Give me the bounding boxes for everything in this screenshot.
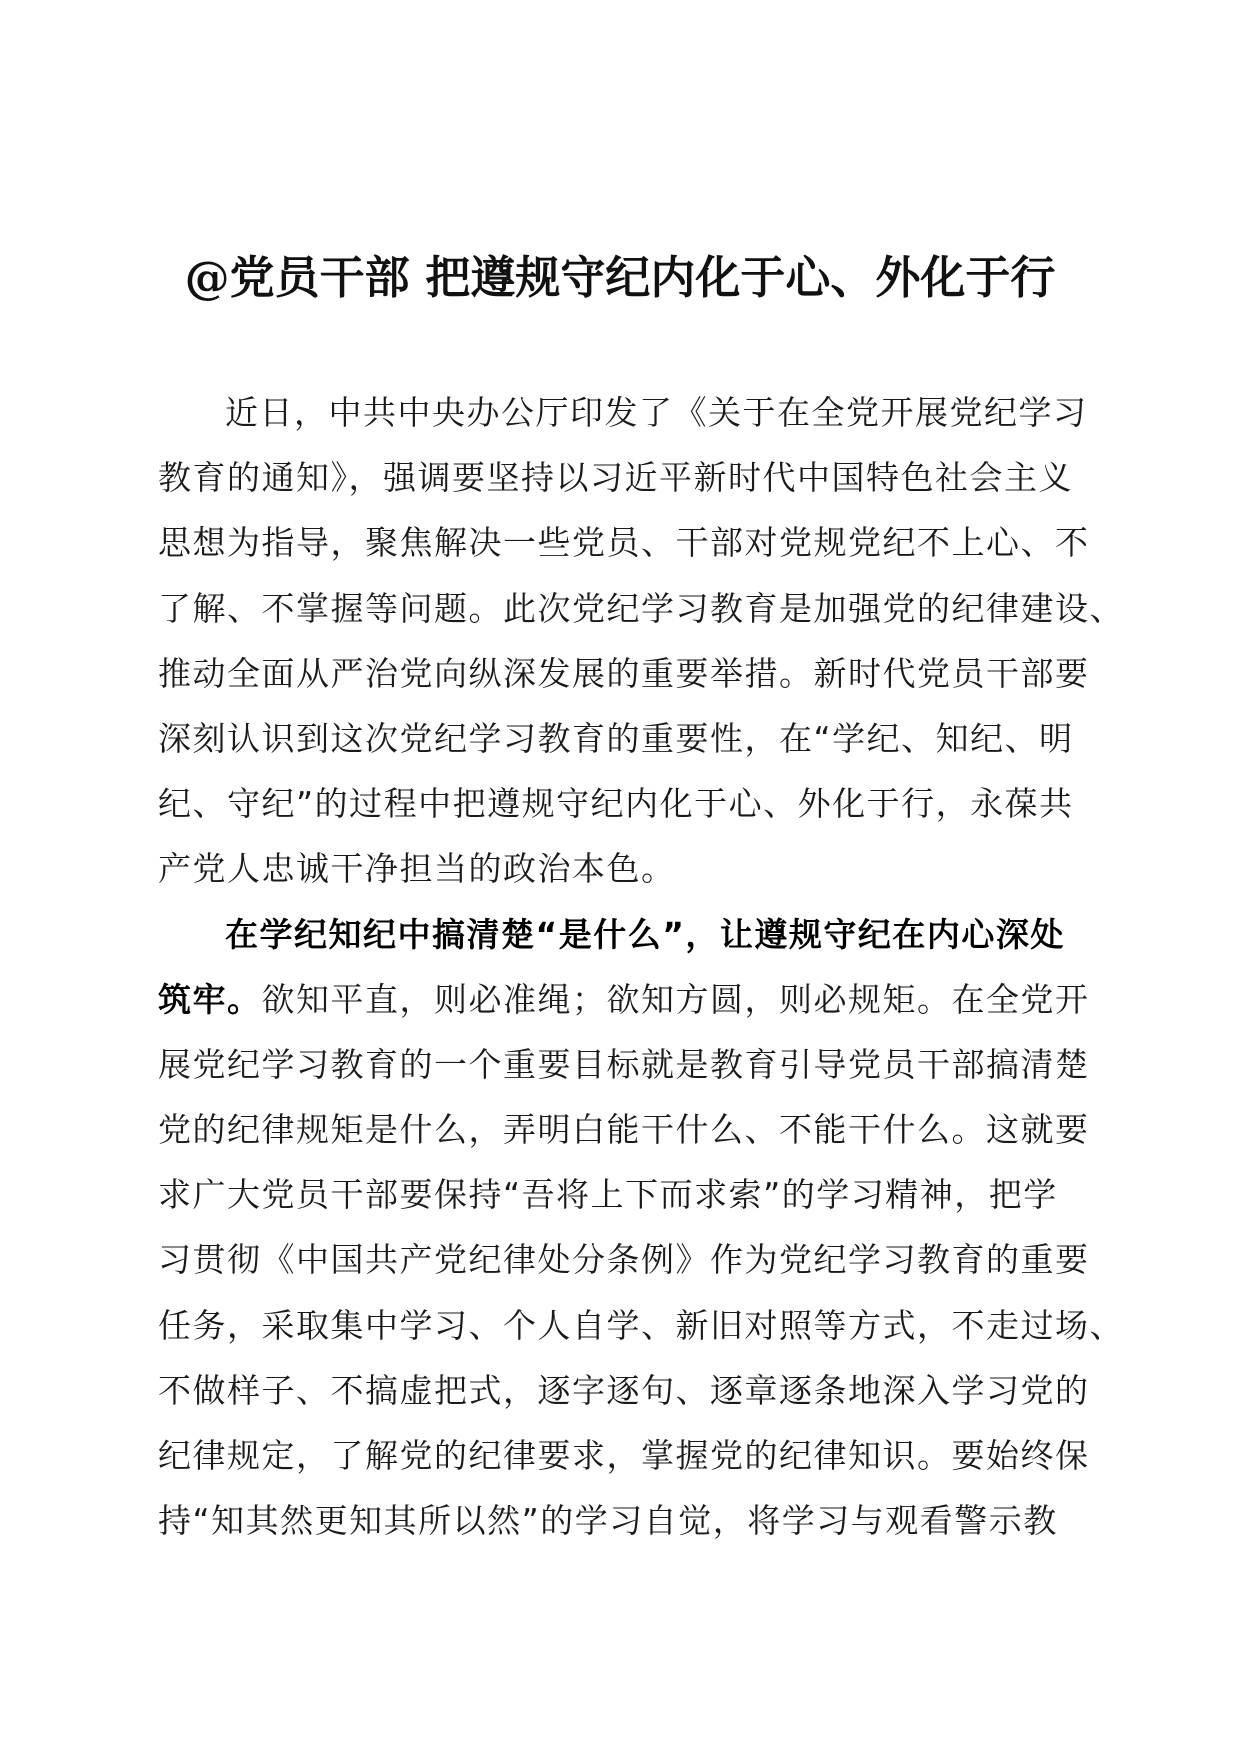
paragraph-line: 习贯彻《中国共产党纪律处分条例》作为党纪学习教育的重要 <box>158 1240 1090 1280</box>
section-heading-end: 筑牢。 <box>158 979 262 1019</box>
paragraph-section-1 <box>158 902 1124 1554</box>
paragraph-line: 推动全面从严治党向纵深发展的重要举措。新时代党员干部要 <box>158 653 1090 693</box>
document-body <box>158 380 1124 1553</box>
paragraph-line: 近日，中共中央办公厅印发了《关于在全党开展党纪学习 <box>225 393 1088 432</box>
paragraph-line: 思想为指导，聚焦解决一些党员、干部对党规党纪不上心、不 <box>158 523 1090 563</box>
section-heading: 在学纪知纪中搞清楚“是什么”，让遵规守纪在内心深处 <box>225 914 1065 954</box>
paragraph-text: 欲知平直，则必准绳；欲知方圆，则必规矩。在全党开 <box>261 979 1090 1019</box>
paragraph-line: 党的纪律规矩是什么，弄明白能干什么、不能干什么。这就要 <box>158 1110 1090 1150</box>
paragraph-line <box>158 967 1088 1032</box>
paragraph-line: 持“知其然更知其所以然”的学习自觉，将学习与观看警示教 <box>158 1501 1058 1541</box>
paragraph-line: 纪、守纪”的过程中把遵规守纪内化于心、外化于行，永葆共 <box>158 784 1074 824</box>
paragraph-line: 深刻认识到这次党纪学习教育的重要性，在“学纪、知纪、明 <box>158 718 1074 758</box>
paragraph-line: 产党人忠诚干净担当的政治本色。 <box>158 849 676 889</box>
paragraph-line: 教育的通知》，强调要坚持以习近平新时代中国特色社会主义 <box>158 458 1073 498</box>
paragraph-intro <box>158 380 1124 902</box>
document-title: @党员干部 把遵规守纪内化于心、外化于行 <box>184 251 1056 304</box>
paragraph-line: 展党纪学习教育的一个重要目标就是教育引导党员干部搞清楚 <box>158 1044 1090 1084</box>
paragraph-line: 任务，采取集中学习、个人自学、新旧对照等方式，不走过场、 <box>158 1305 1124 1345</box>
paragraph-line: 求广大党员干部要保持“吾将上下而求索”的学习精神，把学 <box>158 1175 1058 1215</box>
paragraph-line: 了解、不掌握等问题。此次党纪学习教育是加强党的纪律建设、 <box>158 588 1124 628</box>
paragraph-line: 纪律规定，了解党的纪律要求，掌握党的纪律知识。要始终保 <box>158 1436 1090 1475</box>
paragraph-line: 不做样子、不搞虚把式，逐字逐句、逐章逐条地深入学习党的 <box>158 1370 1090 1410</box>
